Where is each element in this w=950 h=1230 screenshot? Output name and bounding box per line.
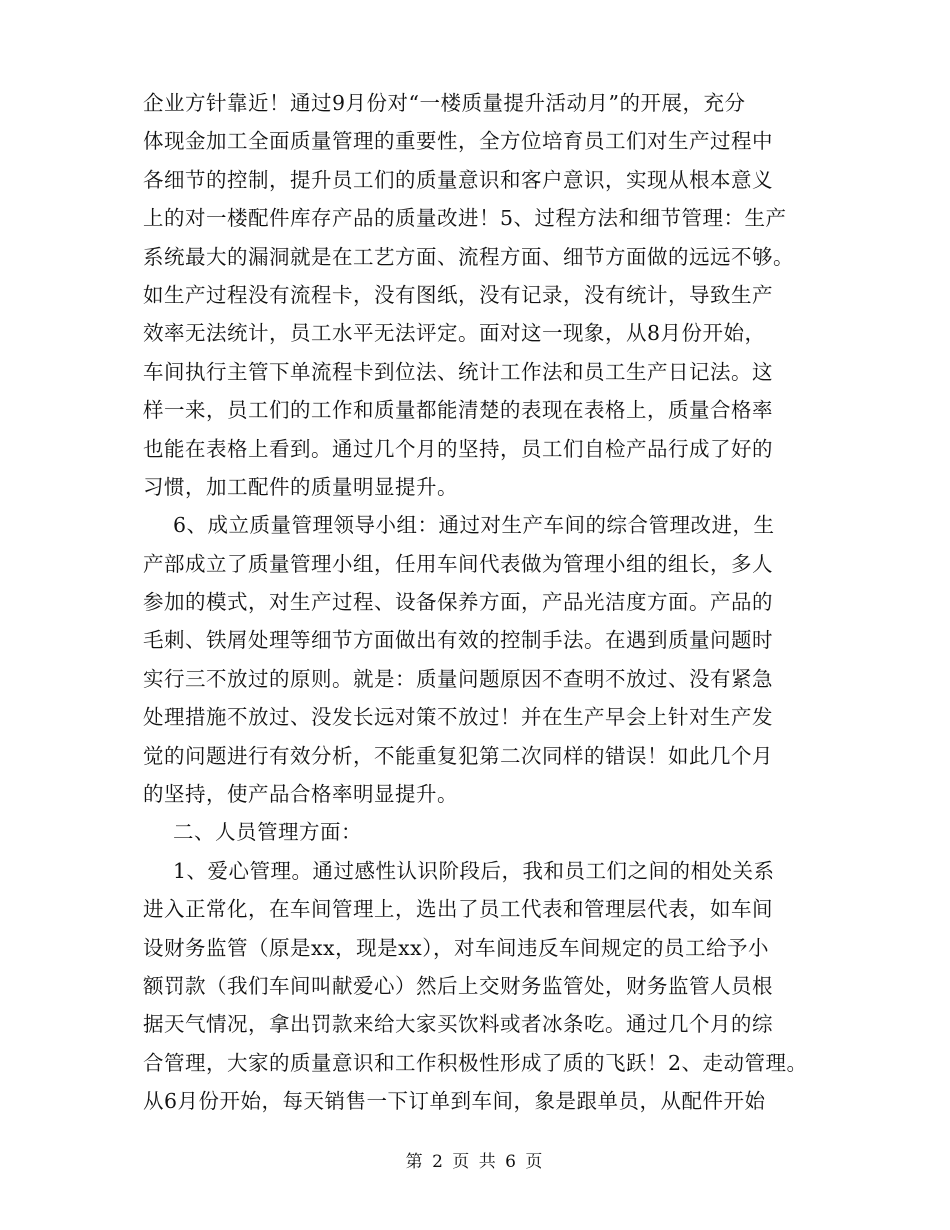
text-line: 从6月份开始，每天销售一下订单到车间，象是跟单员，从配件开始 xyxy=(143,1089,766,1114)
text-line: 产部成立了质量管理小组，任用车间代表做为管理小组的组长，多人 xyxy=(143,551,773,576)
text-line: 毛刺、铁屑处理等细节方面做出有效的控制手法。在遇到质量问题时 xyxy=(143,628,773,653)
text-line: 样一来，员工们的工作和质量都能清楚的表现在表格上，质量合格率 xyxy=(143,398,773,423)
text-line: 进入正常化，在车间管理上，选出了员工代表和管理层代表，如车间 xyxy=(143,897,773,922)
text-line: 设财务监管（原是xx，现是xx），对车间违反车间规定的员工给予小 xyxy=(143,935,769,960)
text-line: 车间执行主管下单流程卡到位法、统计工作法和员工生产日记法。这 xyxy=(143,359,773,384)
text-line: 上的对一楼配件库存产品的质量改进！5、过程方法和细节管理：生产 xyxy=(143,206,787,231)
text-line: 习惯，加工配件的质量明显提升。 xyxy=(143,474,458,499)
text-line: 实行三不放过的原则。就是：质量问题原因不查明不放过、没有紧急 xyxy=(143,666,773,691)
text-line: 觉的问题进行有效分析，不能重复犯第二次同样的错误！如此几个月 xyxy=(143,743,773,768)
text-line: 各细节的控制，提升员工们的质量意识和客户意识，实现从根本意义 xyxy=(143,167,773,192)
paragraph-start-line: 6、成立质量管理领导小组：通过对生产车间的综合管理改进，生 xyxy=(173,513,775,538)
text-line: 处理措施不放过、没发长远对策不放过！并在生产早会上针对生产发 xyxy=(143,705,773,730)
text-line: 合管理，大家的质量意识和工作积极性形成了质的飞跃！2、走动管理。 xyxy=(143,1050,808,1075)
text-line: 企业方针靠近！通过9月份对“一楼质量提升活动月”的开展，充分 xyxy=(143,91,746,115)
paragraph-start-line: 1、爱心管理。通过感性认识阶段后，我和员工们之间的相处关系 xyxy=(173,858,775,883)
text-line: 体现金加工全面质量管理的重要性，全方位培育员工们对生产过程中 xyxy=(143,129,773,154)
text-line: 的坚持，使产品合格率明显提升。 xyxy=(143,782,458,807)
section-heading: 二、人员管理方面： xyxy=(173,820,362,845)
text-line: 参加的模式，对生产过程、设备保养方面，产品光洁度方面。产品的 xyxy=(143,590,773,615)
body-text xyxy=(143,84,813,1121)
text-line: 如生产过程没有流程卡，没有图纸，没有记录，没有统计，导致生产 xyxy=(143,282,773,307)
text-line: 系统最大的漏洞就是在工艺方面、流程方面、细节方面做的远远不够。 xyxy=(143,244,794,269)
text-line: 也能在表格上看到。通过几个月的坚持，员工们自检产品行成了好的 xyxy=(143,436,773,461)
page-footer: 第 2 页 共 6 页 xyxy=(405,1152,545,1172)
text-line: 效率无法统计，员工水平无法评定。面对这一现象，从8月份开始， xyxy=(143,321,766,346)
text-line: 额罚款（我们车间叫献爱心）然后上交财务监管处，财务监管人员根 xyxy=(143,973,773,998)
text-line: 据天气情况，拿出罚款来给大家买饮料或者冰条吃。通过几个月的综 xyxy=(143,1012,773,1037)
